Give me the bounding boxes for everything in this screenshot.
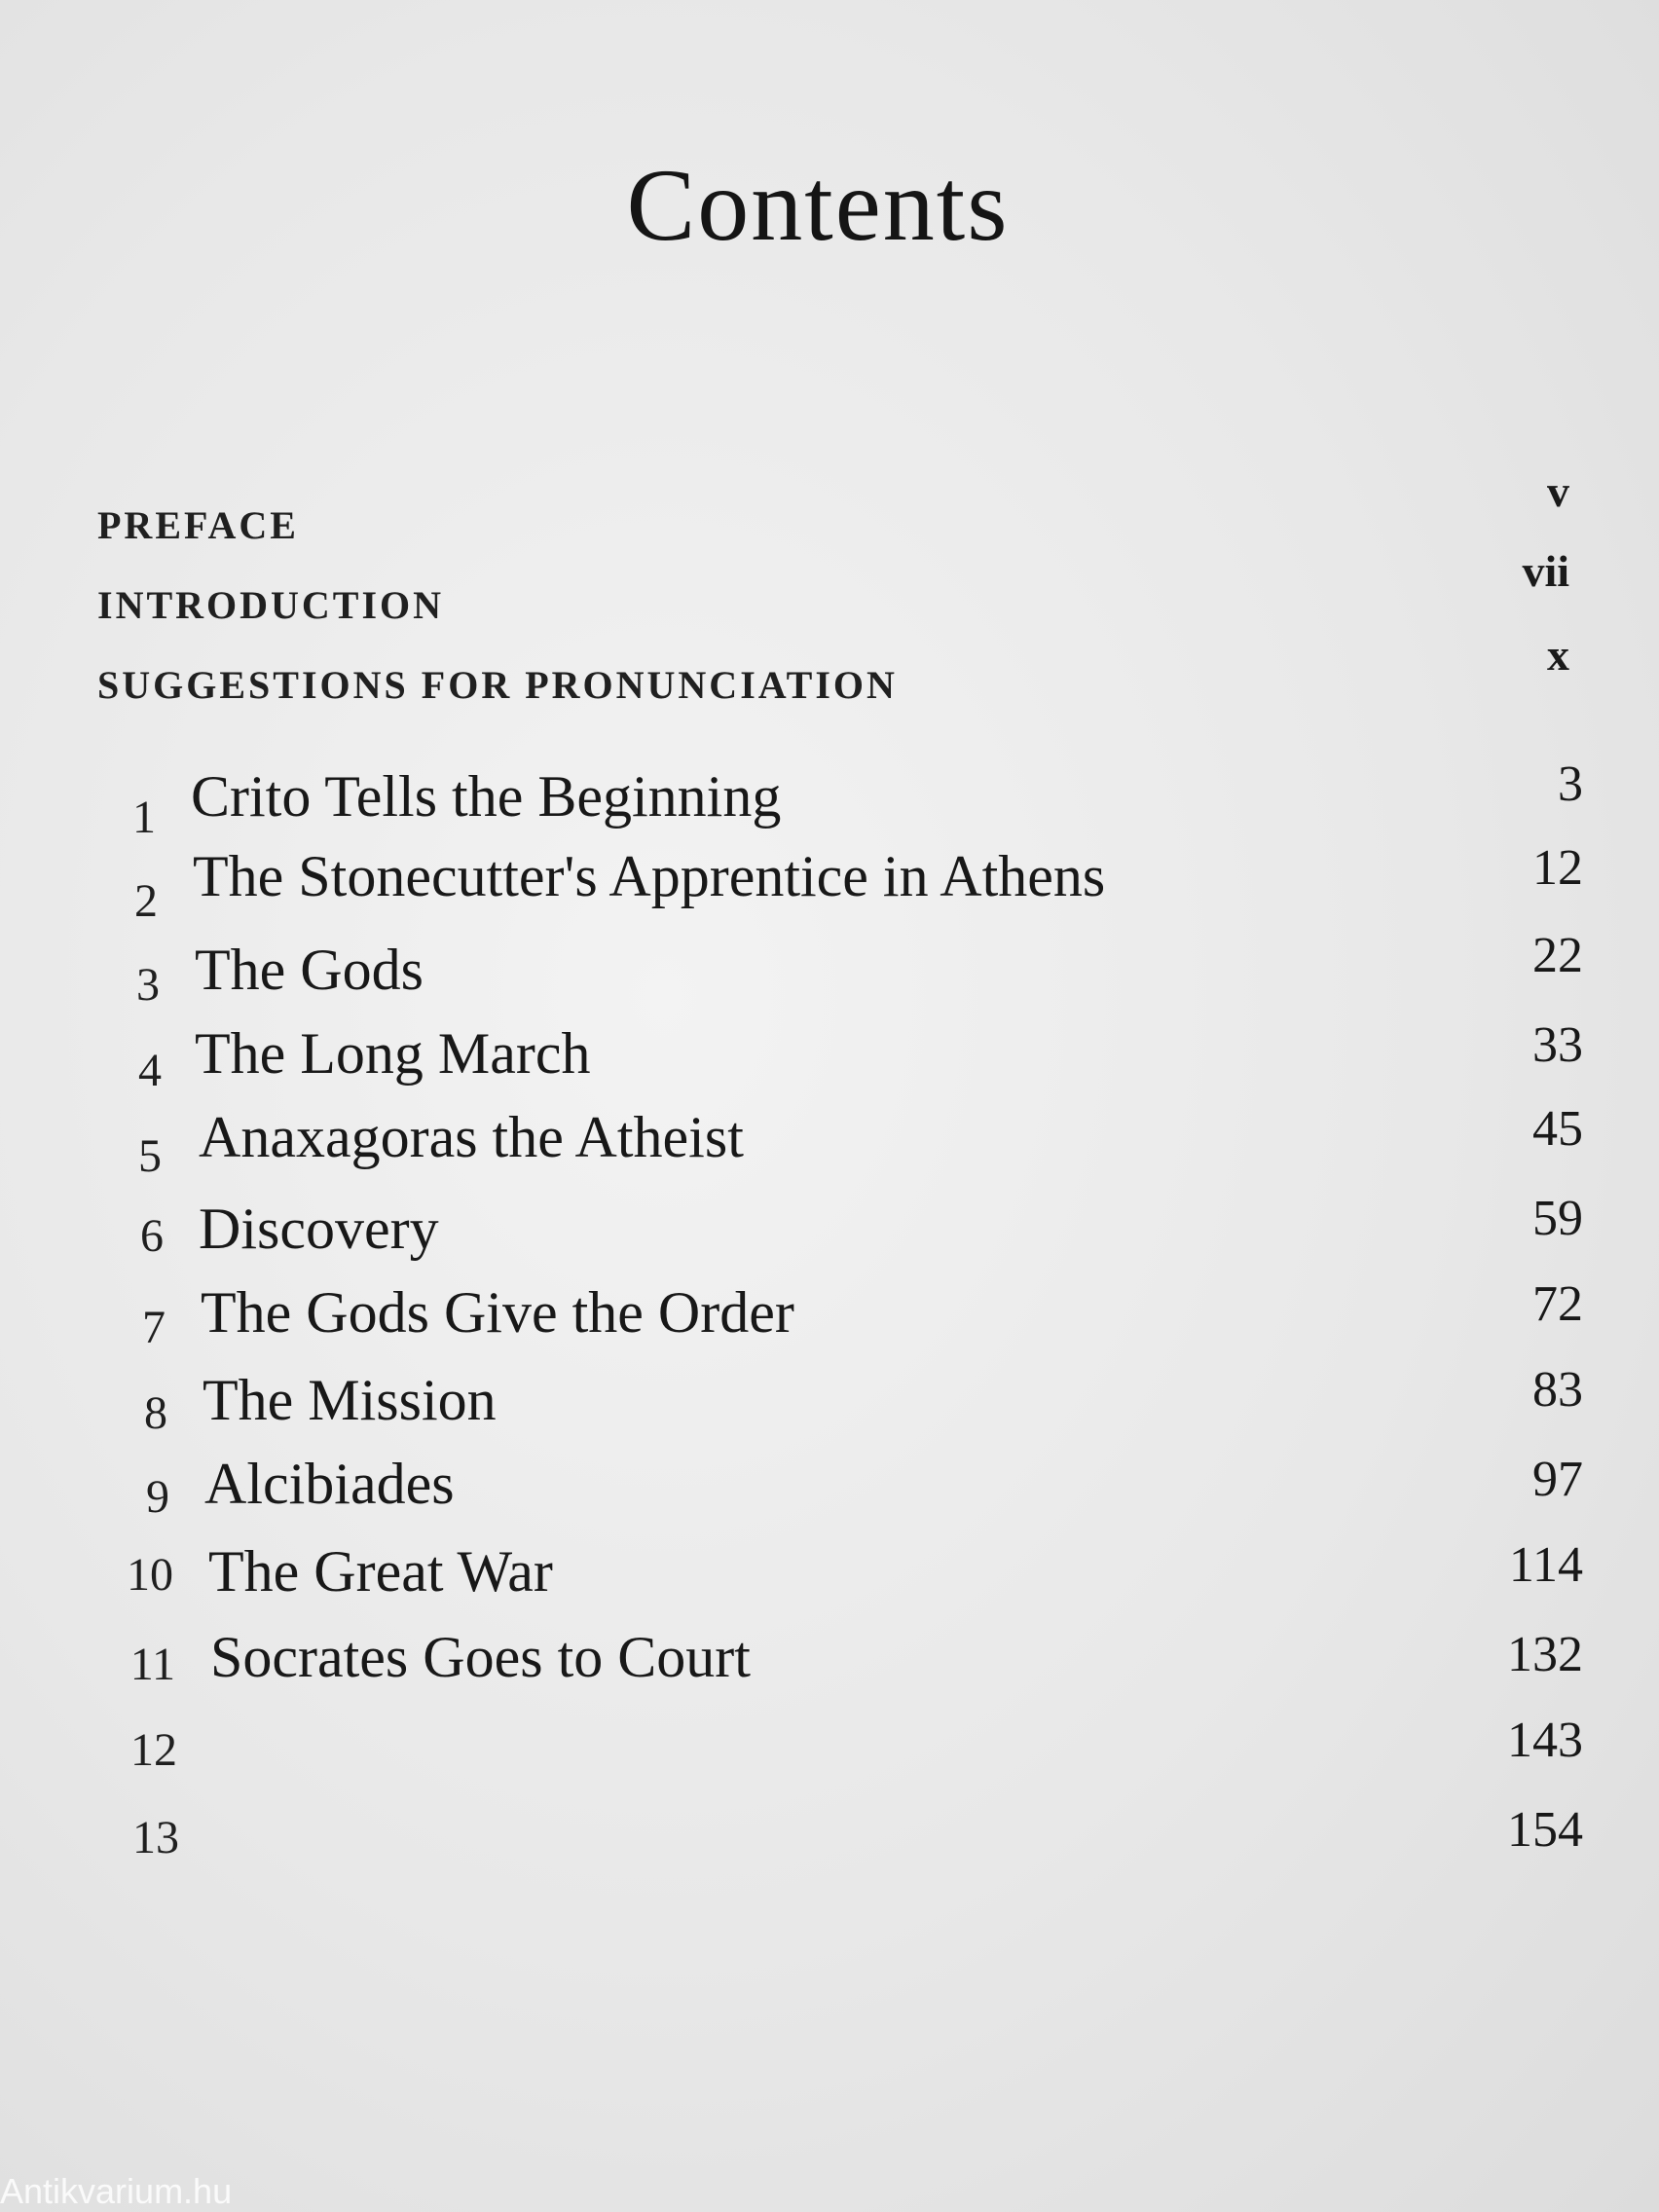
- chapter-title: The Long March: [195, 1021, 591, 1086]
- chapter-title: The Great War: [208, 1539, 553, 1604]
- chapter-number: 1: [132, 792, 156, 843]
- chapter-number: 13: [132, 1812, 179, 1863]
- chapter-number: 10: [127, 1549, 173, 1601]
- front-matter-label: INTRODUCTION: [97, 583, 445, 627]
- chapter-page: 3: [1558, 756, 1583, 812]
- chapter-page: 45: [1532, 1101, 1583, 1157]
- chapter-number: 9: [146, 1471, 169, 1523]
- chapter-page: 59: [1532, 1191, 1583, 1246]
- chapter-title: Anaxagoras the Atheist: [199, 1105, 744, 1169]
- chapter-number: 3: [136, 959, 160, 1011]
- chapter-number: 6: [140, 1210, 164, 1262]
- front-matter-page: v: [1547, 466, 1569, 516]
- chapter-page: 72: [1532, 1276, 1583, 1332]
- front-matter-page: x: [1547, 630, 1569, 680]
- watermark: Antikvarium.hu: [0, 2171, 233, 2211]
- chapter-number: 7: [142, 1302, 166, 1353]
- chapter-number: 12: [130, 1724, 177, 1776]
- chapter-number: 5: [138, 1130, 162, 1182]
- chapter-title: Alcibiades: [204, 1452, 455, 1516]
- chapter-number: 8: [144, 1387, 167, 1439]
- chapter-title: Crito Tells the Beginning: [191, 764, 782, 829]
- chapter-title: Discovery: [199, 1197, 439, 1261]
- front-matter-label: SUGGESTIONS FOR PRONUNCIATION: [97, 663, 898, 707]
- chapter-number: 4: [138, 1045, 162, 1096]
- chapter-number: 11: [129, 1639, 175, 1690]
- front-matter-label: PREFACE: [97, 503, 299, 547]
- chapter-number: 2: [134, 875, 158, 927]
- chapter-page: 33: [1532, 1017, 1583, 1073]
- chapter-title: The Gods: [195, 938, 424, 1002]
- chapter-page: 12: [1532, 840, 1583, 896]
- chapter-title: Socrates Goes to Court: [210, 1625, 751, 1689]
- chapter-title: The Mission: [203, 1368, 497, 1432]
- chapter-title: The Stonecutter's Apprentice in Athens: [193, 844, 1106, 908]
- chapter-page: 154: [1507, 1802, 1583, 1858]
- chapter-page: 132: [1507, 1627, 1583, 1682]
- chapter-page: 22: [1532, 928, 1583, 983]
- chapter-page: 97: [1532, 1452, 1583, 1507]
- chapter-page: 114: [1508, 1537, 1583, 1593]
- chapter-page: 143: [1507, 1713, 1583, 1768]
- page-title: Contents: [626, 148, 1010, 262]
- chapter-page: 83: [1532, 1362, 1583, 1418]
- front-matter-page: vii: [1522, 546, 1569, 596]
- chapter-title: The Gods Give the Order: [201, 1280, 794, 1345]
